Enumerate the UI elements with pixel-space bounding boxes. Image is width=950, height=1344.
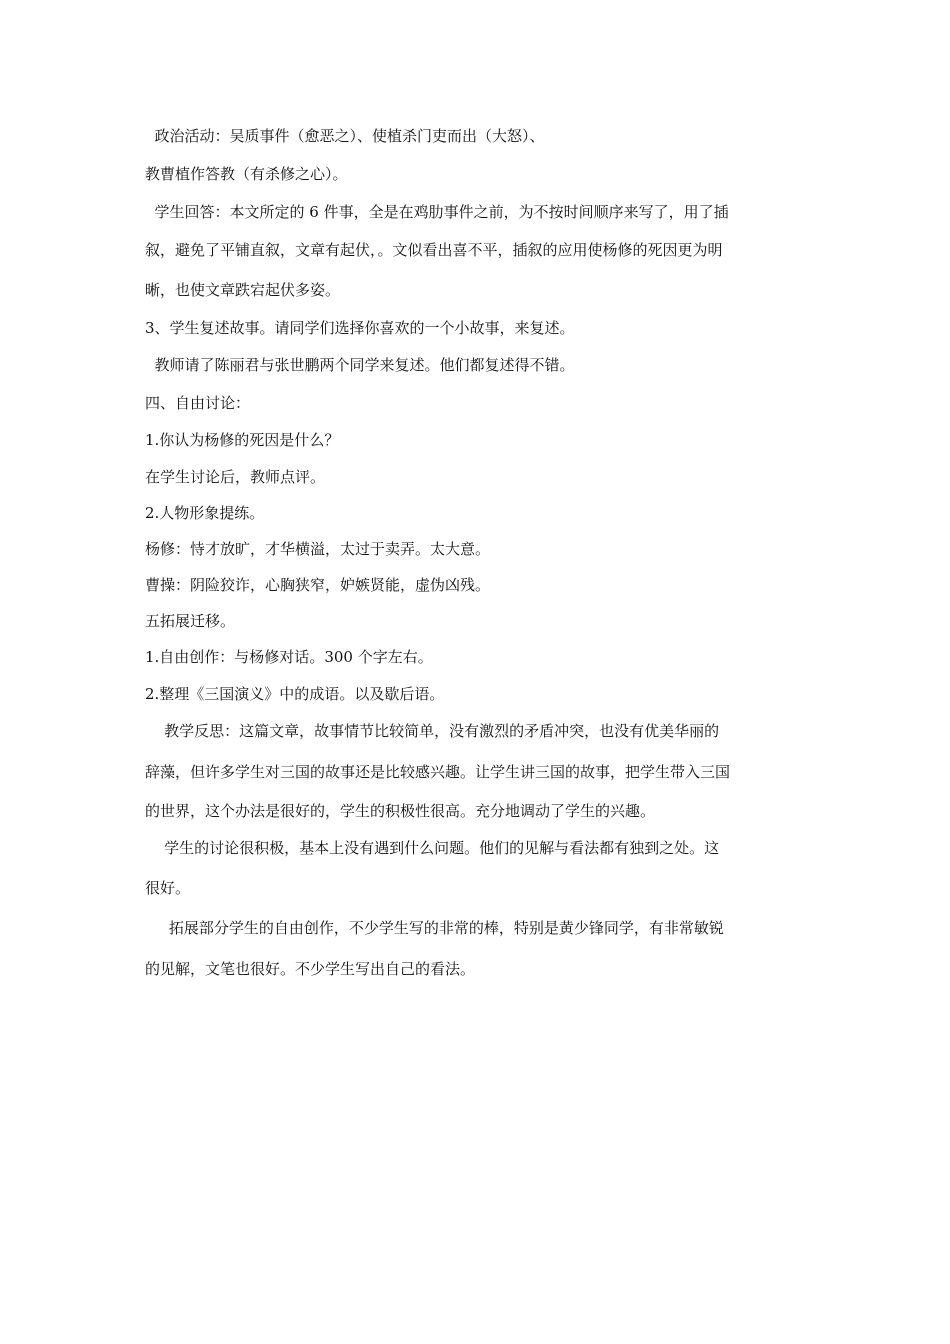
text-line: 2.整理《三国演义》中的成语。以及歇后语。	[145, 685, 445, 703]
text-line: 学生的讨论很积极，基本上没有遇到什么问题。他们的见解与看法都有独到之处。这	[145, 839, 720, 857]
text-line: 学生回答：本文所定的 6 件事，全是在鸡肋事件之前，为不按时间顺序来写了，用了插	[145, 203, 729, 221]
text-line: 辞藻，但许多学生对三国的故事还是比较感兴趣。让学生讲三国的故事，把学生带入三国	[145, 763, 731, 781]
text-line: 1.你认为杨修的死因是什么？	[145, 431, 340, 449]
text-line: 曹操：阴险狡诈，心胸狭窄，妒嫉贤能，虚伪凶残。	[145, 576, 491, 594]
text-line: 教学反思：这篇文章，故事情节比较简单，没有激烈的矛盾冲突，也没有优美华丽的	[145, 722, 720, 740]
text-line: 的见解，文笔也很好。不少学生写出自己的看法。	[145, 960, 476, 978]
text-line: 五拓展迁移。	[145, 612, 236, 630]
text-line: 教师请了陈丽君与张世鹏两个同学来复述。他们都复述得不错。	[145, 356, 575, 374]
text-line: 叙，避免了平铺直叙，文章有起伏，。文似看出喜不平，插叙的应用使杨修的死因更为明	[145, 241, 723, 259]
text-line: 1.自由创作：与杨修对话。300 个字左右。	[145, 648, 433, 666]
text-line: 2.人物形象提练。	[145, 504, 265, 522]
text-line: 四、自由讨论：	[145, 394, 251, 412]
text-line: 3、学生复述故事。请同学们选择你喜欢的一个小故事，来复述。	[145, 319, 575, 337]
text-line: 晰，也使文章跌宕起伏多姿。	[145, 281, 341, 299]
text-line: 的世界，这个办法是很好的，学生的积极性很高。充分地调动了学生的兴趣。	[145, 802, 656, 820]
text-line: 杨修：恃才放旷，才华横溢，太过于卖弄。太大意。	[145, 540, 491, 558]
text-line: 很好。	[145, 879, 191, 897]
text-line: 教曹植作答教（有杀修之心）。	[145, 165, 348, 183]
text-line: 政治活动：吴质事件（愈恶之）、使植杀门吏而出（大怒）、	[145, 127, 545, 145]
text-line: 在学生讨论后，教师点评。	[145, 468, 326, 486]
text-line: 拓展部分学生的自由创作，不少学生写的非常的棒，特别是黄少锋同学，有非常敏锐	[145, 919, 724, 937]
